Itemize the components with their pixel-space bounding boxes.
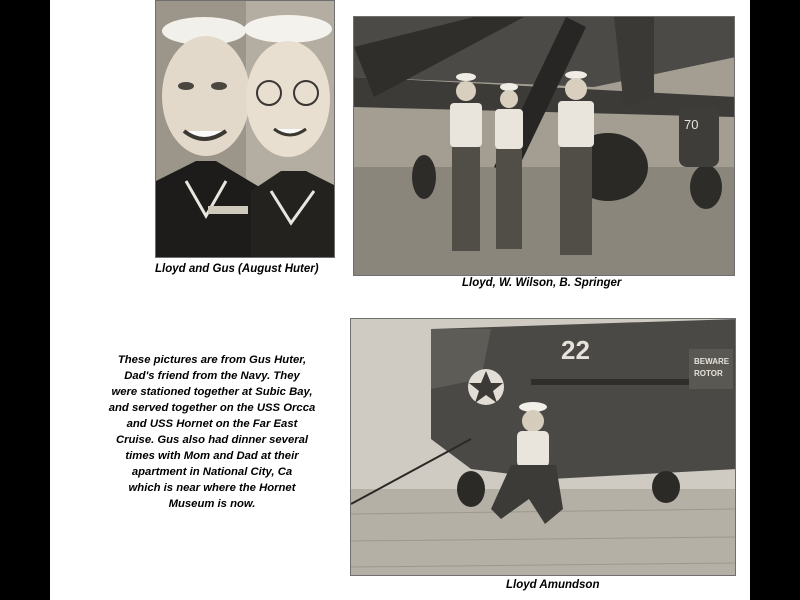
caption-photo-2: Lloyd, W. Wilson, B. Springer [462,277,622,289]
photo-three-sailors [353,16,735,276]
story-line: and served together on the USS Orcca [108,402,316,414]
caption-photo-3: Lloyd Amundson [506,579,600,591]
story-line: Cruise. Gus also had dinner several [115,434,309,446]
scrapbook-page [50,0,750,600]
caption-photo-1: Lloyd and Gus (August Huter) [155,263,319,275]
story-line: These pictures are from Gus Huter, [117,354,307,366]
photo-lloyd-helicopter [350,318,736,576]
helicopter-number: 22 [561,335,590,365]
story-line: were stationed together at Subic Bay, [111,386,313,398]
warning-line-2: ROTOR [694,369,723,378]
story-line: which is near where the Hornet [128,482,296,494]
story-line: times with Mom and Dad at their [125,450,299,462]
story-text [87,352,337,512]
warning-line-1: BEWARE [694,357,730,366]
story-line: Dad's friend from the Navy. They [124,370,300,382]
story-line: apartment in National City, Ca [131,466,293,478]
story-line: Museum is now. [168,498,256,510]
photo-lloyd-and-gus [155,0,335,258]
aircraft-number: 70 [684,117,699,132]
story-line: and USS Hornet on the Far East [126,418,298,430]
